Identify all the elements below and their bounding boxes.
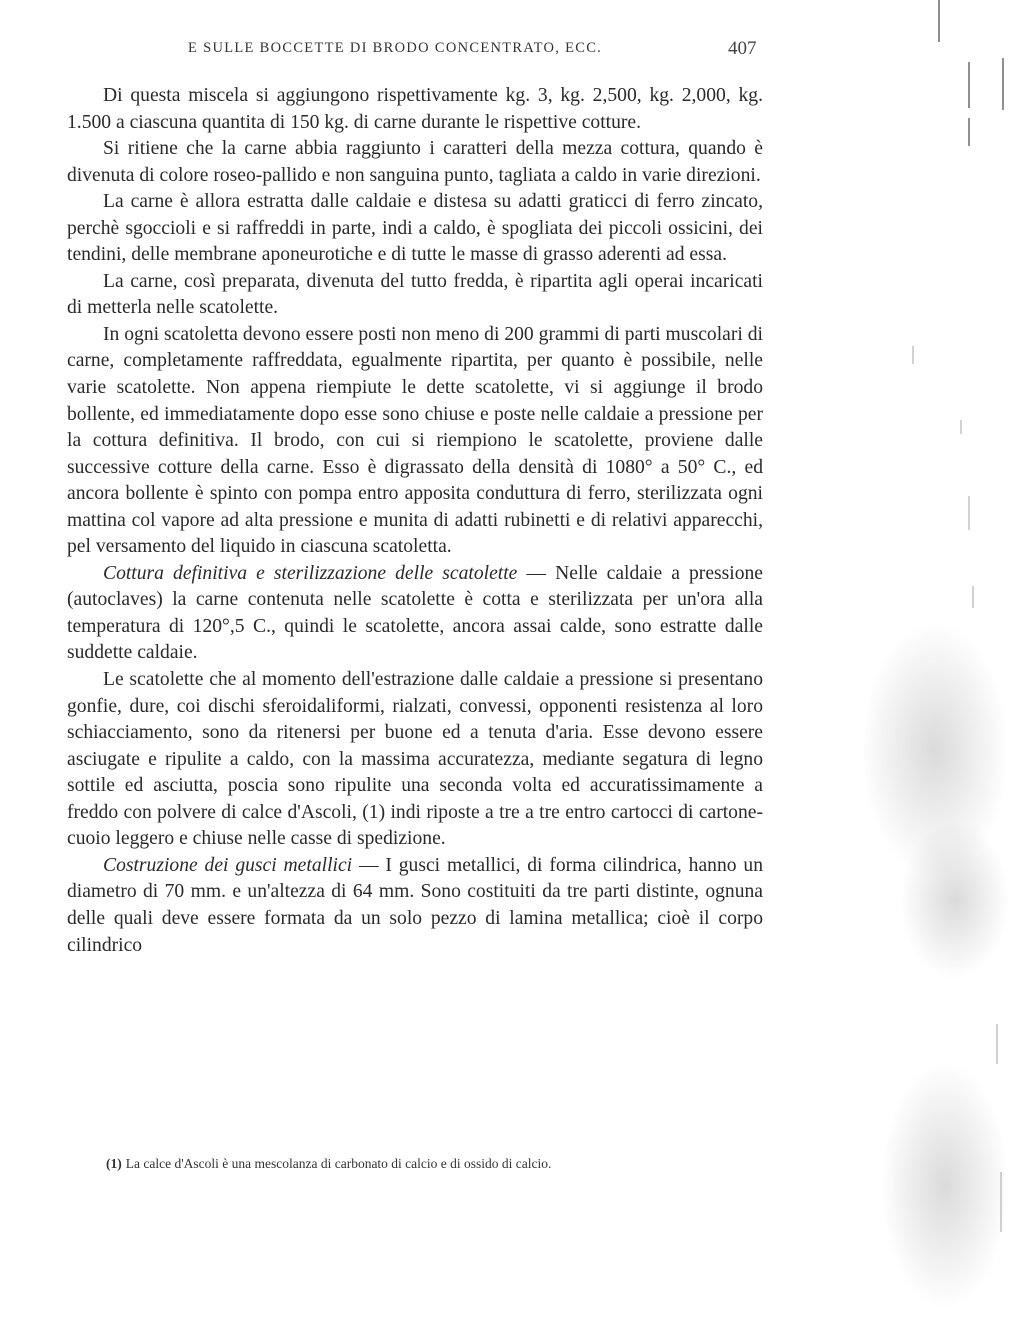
scan-speckle [972,586,974,608]
paragraph-text: In ogni scatoletta devono essere posti non meno di 200 grammi di parti muscolari di carne, completamente raffreddata, egualmente ripartita, per quanto è possibile, nelle varie scatolette. Non appena riempiute le dette scatolette, vi si aggiunge il brodo bollente, ed immediatamente dopo esse sono chiuse e poste nelle caldaie a pressione per la cottura definitiva. Il brodo, con cui si riempiono le scatolette, proviene dalle successive cotture della carne. Esso è digrassato della densità di 1080° a 50° C., ed ancora bollente è spinto con pompa entro apposita conduttura di ferro, sterilizzata ogni mattina col vapore ad alta pressione e munita di adatti rubinetti e di relativi apparecchi, pel versamento del liquido in ciascuna scatoletta. [67,323,763,558]
paragraph-text: — I gusci metallici, di forma cilindrica, hanno un diametro di 70 mm. e un'altezza di 64 mm. Sono costituiti da tre parti distinte, ognuna delle quali deve essere formata da un solo pezzo di lamina metallica; cioè il corpo cilindrico [67,854,763,956]
paragraph-7 [67,667,763,853]
page-number: 407 [728,38,757,59]
paragraph-4 [67,269,763,322]
scan-speckle [960,420,962,434]
paragraph-text: La carne, così preparata, divenuta del tutto fredda, è ripartita agli operai incaricati di metterla nelle scatolette. [67,270,763,319]
paragraph-text: Le scatolette che al momento dell'estrazione dalle caldaie a pressione si presentano gonfie, dure, coi dischi sferoidaliformi, rialzati, convessi, opponenti resistenza al loro schiacciamento, sono da ritenersi per buone ed a tenuta d'aria. Esse devono essere asciugate e ripulite a caldo, con la massima accuratezza, mediante segatura di legno sottile ed asciutta, poscia sono ripulite una seconda volta ed accuratissimamente a freddo con polvere di calce d'Ascoli, (1) indi riposte a tre a tre entro cartocci di cartone-cuoio leggero e chiuse nelle casse di spedizione. [67,669,763,850]
scan-margin-line [938,0,940,42]
scan-margin-line [968,62,970,108]
paragraph-text: Si ritiene che la carne abbia raggiunto i caratteri della mezza cottura, quando è divenuta di colore roseo-pallido e non sanguina punto, tagliata a caldo in varie direzioni. [67,138,763,186]
scan-speckle [968,496,970,530]
section-heading-sterilization: Cottura definitiva e sterilizzazione delle scatolette [103,562,518,584]
paragraph-5 [67,322,763,561]
paragraph-3 [67,189,763,269]
paragraph-6-sterilization [67,561,763,667]
scan-speckle [912,346,914,364]
scan-noise [880,1060,1010,1310]
body-text [67,83,763,959]
paragraph-text: Di questa miscela si aggiungono rispettivamente kg. 3, kg. 2,500, kg. 2,000, kg. 1.500 a ciascuna quantita di 150 kg. di carne durante le rispettive cotture. [67,85,763,133]
paragraph-text: La carne è allora estratta dalle caldaie e distesa su adatti graticci di ferro zincato, perchè sgoccioli e si raffreddi in parte, indi a caldo, è spogliata dei piccoli ossicini, dei tendini, delle membrane aponeurotiche e di tutte le masse di grasso aderenti ad essa. [67,191,763,266]
footnote-marker: (1) [106,1156,122,1171]
section-heading-shells: Costruzione dei gusci metallici [103,854,353,876]
scan-margin-line [968,118,970,146]
paragraph-2 [67,136,763,189]
paragraph-1 [67,83,763,136]
scan-speckle [996,1024,998,1064]
footnote-text: La calce d'Ascoli è una mescolanza di carbonato di calcio e di ossido di calcio. [125,1156,552,1171]
scan-margin-line [1002,58,1004,110]
paragraph-text: — Nelle caldaie a pressione (autoclaves) la carne contenuta nelle scatolette è cotta e sterilizzata per un'ora alla temperatura di 120°,5 C., quindi le scatolette, ancora assai calde, sono estratte dalle suddette caldaie. [67,562,763,664]
footnote [106,1156,551,1172]
scan-noise [900,820,1010,980]
paragraph-8-shells [67,853,763,959]
running-title: E SULLE BOCCETTE DI BRODO CONCENTRATO, ECC. [188,40,603,56]
